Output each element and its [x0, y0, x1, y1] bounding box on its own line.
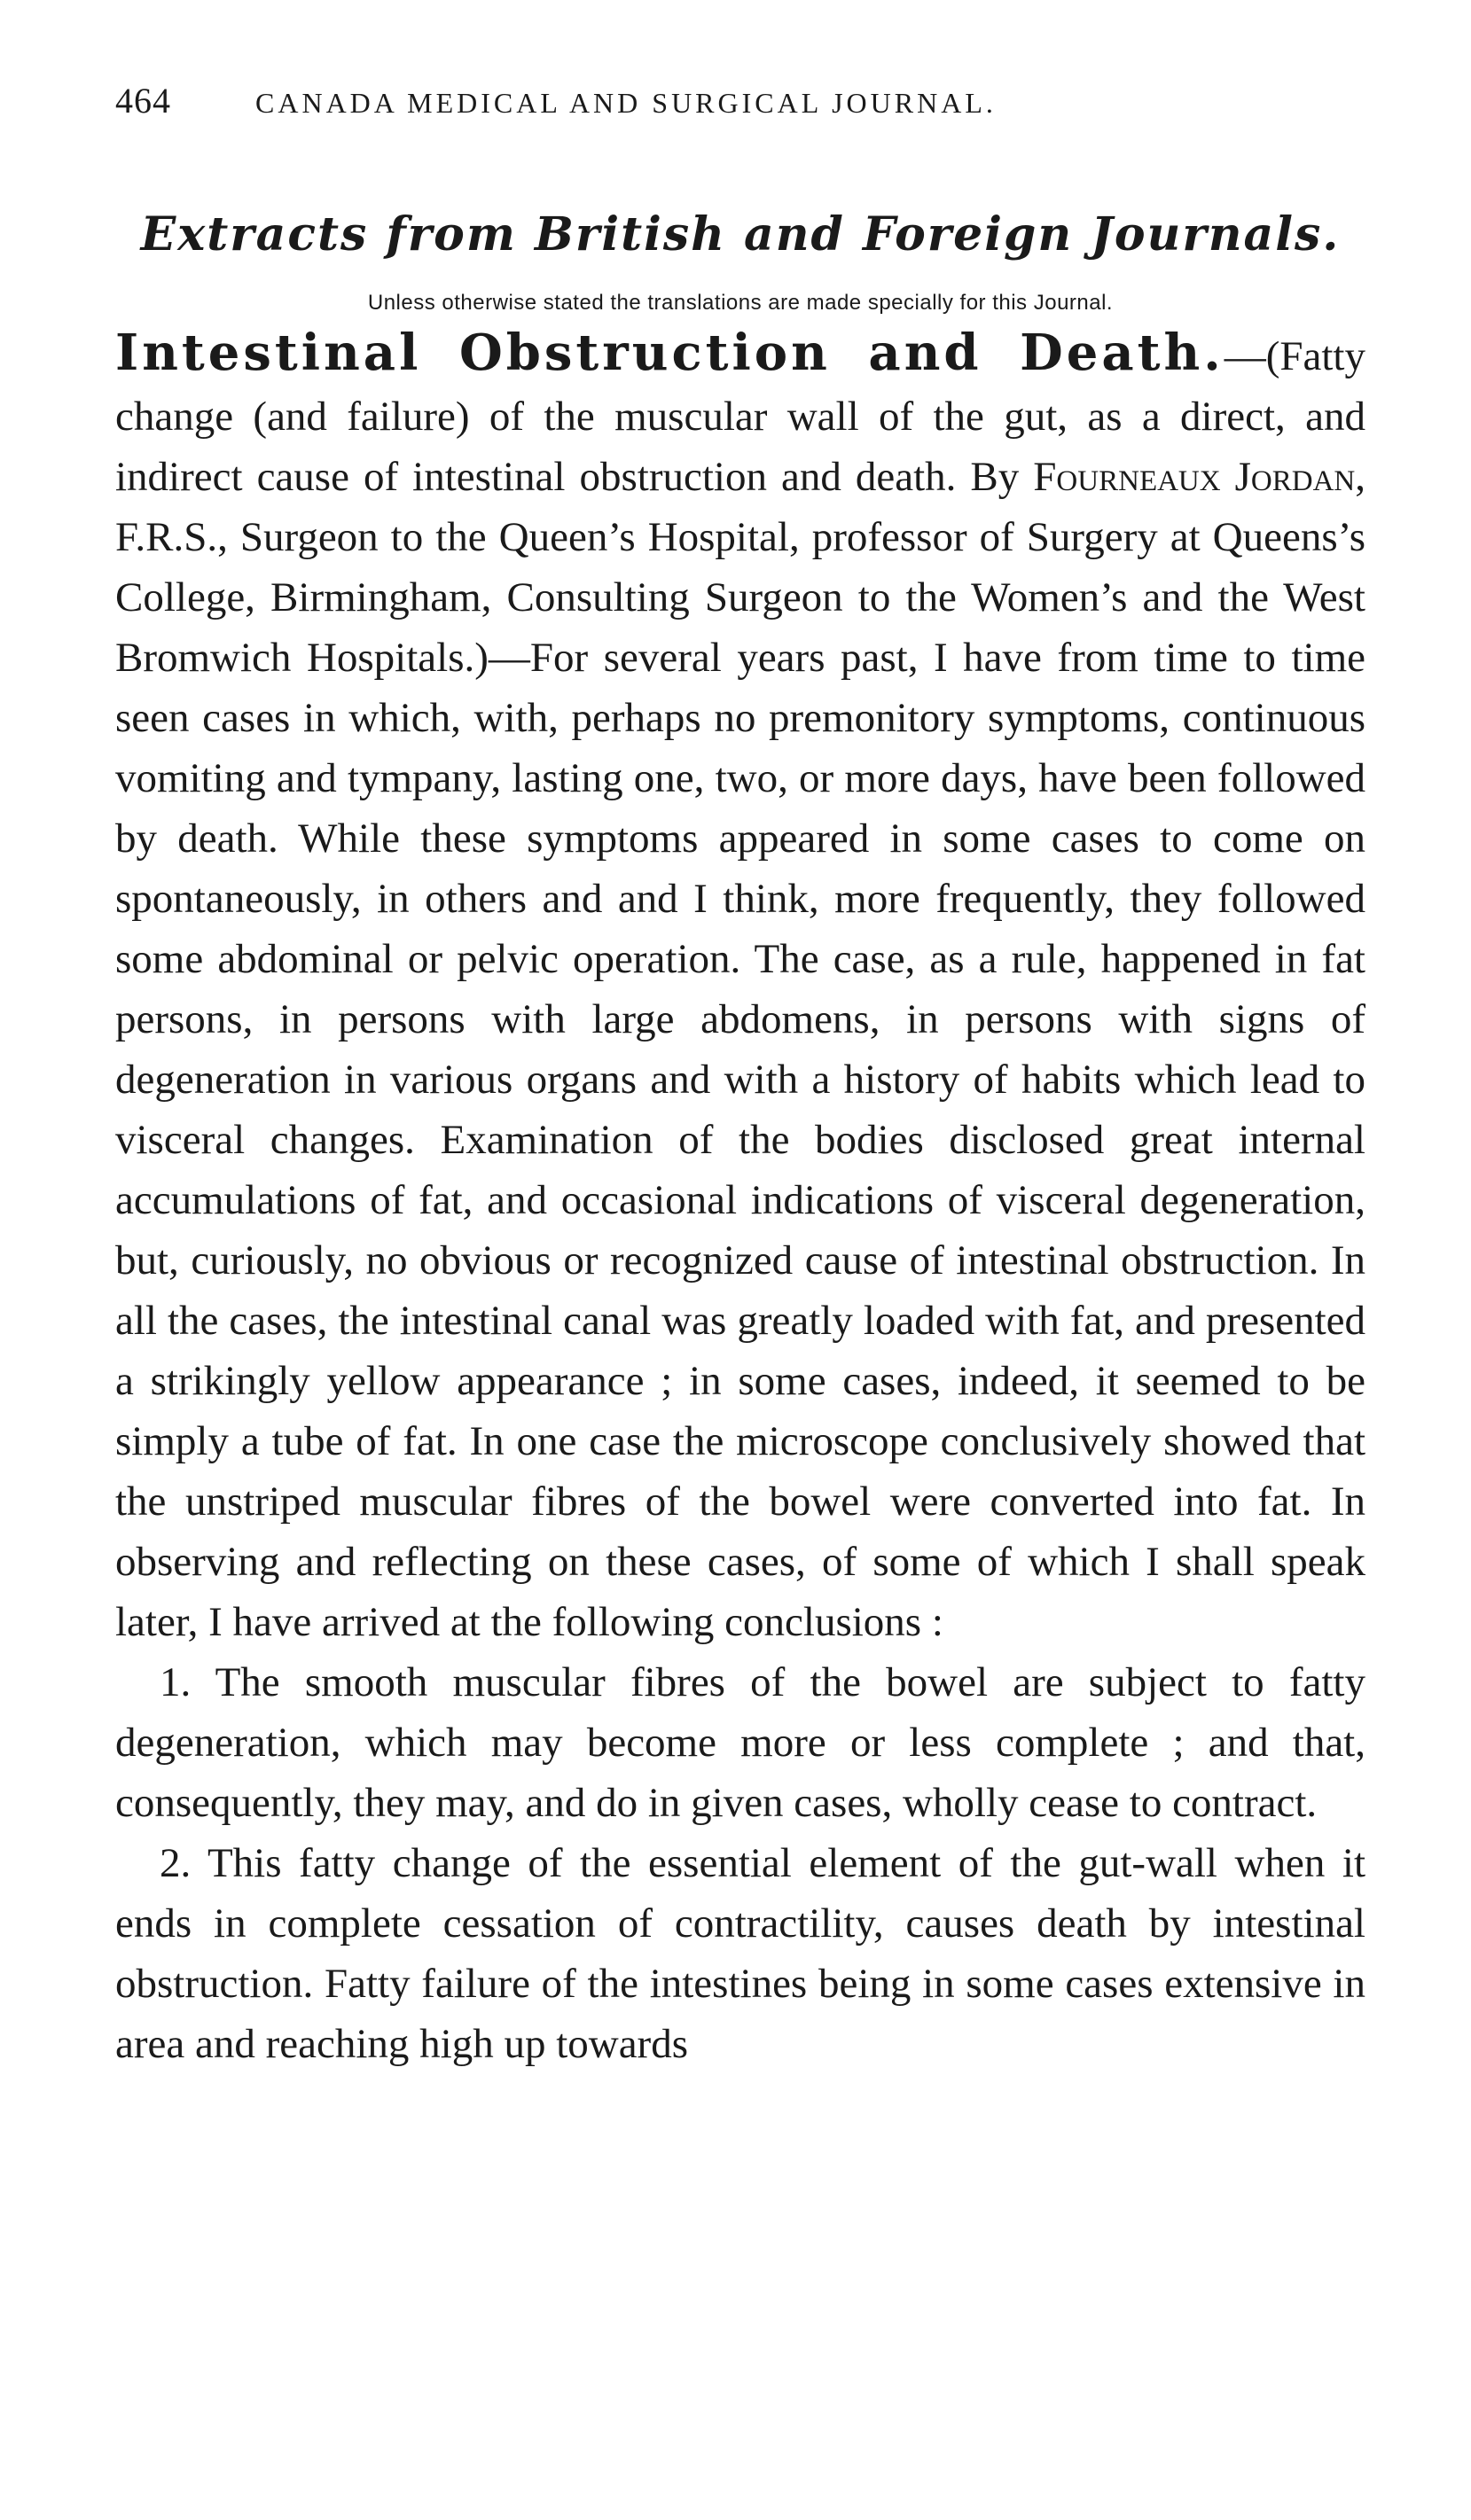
section-title: Extracts from British and Foreign Journals.	[140, 207, 1341, 261]
journal-title: CANADA MEDICAL AND SURGICAL JOURNAL.	[255, 87, 997, 119]
page-number: 464	[115, 81, 171, 121]
article-intro-text-a: (Fatty change (and failure) of the muscular wall of the gut, as a direct, and indirect cause of intestinal obstruction and death. By	[115, 333, 1365, 500]
conclusion-point-1: 1. The smooth muscular fibres of the bowel are subject to fatty degeneration, which may become more or less complete ; and that, consequently, they may, and do in given cases, wholly cease to contract.	[115, 1659, 1365, 1826]
article-intro-text-b: , F.R.S., Surgeon to the Queen’s Hospital, professor of Surgery at Queens’s College, Birmingham, Consulting Surgeon to the Women’s and the West Bromwich Hospitals.)—For several years past, I have from time to time seen cases in which, with, perhaps no premonitory symptoms, continuous vomiting and tympany, lasting one, two, or more days, have been followed by death. While these symptoms appeared in some cases to come on spontaneously, in others and and I think, more frequently, they followed some abdominal or pelvic operation. The case, as a rule, happened in fat persons, in persons with large abdomens, in persons with signs of degeneration in various organs and with a history of habits which lead to visceral changes. Examination of the bodies disclosed great internal accumulations of fat, and occasional indications of visceral degeneration, but, curiously, no obvious or recognized cause of intestinal obstruction. In all the cases, the intestinal canal was greatly loaded with fat, and presented a strikingly yellow appearance ; in some cases, indeed, it seemed to be simply a tube of fat. In one case the microscope conclusively showed that the unstriped muscular fibres of the bowel were converted into fat. In observing and reflecting on these cases, of some of which I shall speak later, I have arrived at the following conclusions :	[115, 454, 1365, 1645]
article-intro-paragraph	[115, 323, 1365, 1652]
running-head	[115, 80, 1365, 133]
translation-note: Unless otherwise stated the translations are made specially for this Journal.	[367, 291, 1114, 315]
author-name: Fourneaux Jordan	[1033, 454, 1356, 500]
article-headline: Intestinal Obstruction and Death.	[115, 324, 1225, 382]
headline-dash: —	[1224, 333, 1266, 379]
conclusion-point-2: 2. This fatty change of the essential element of the gut-wall when it ends in complete cessation of contractility, causes death by intestinal obstruction. Fatty failure of the intestines being in some cases extensive in area and reaching high up towards	[115, 1840, 1365, 2067]
article-body	[115, 323, 1365, 2074]
document-page	[115, 80, 1365, 2074]
